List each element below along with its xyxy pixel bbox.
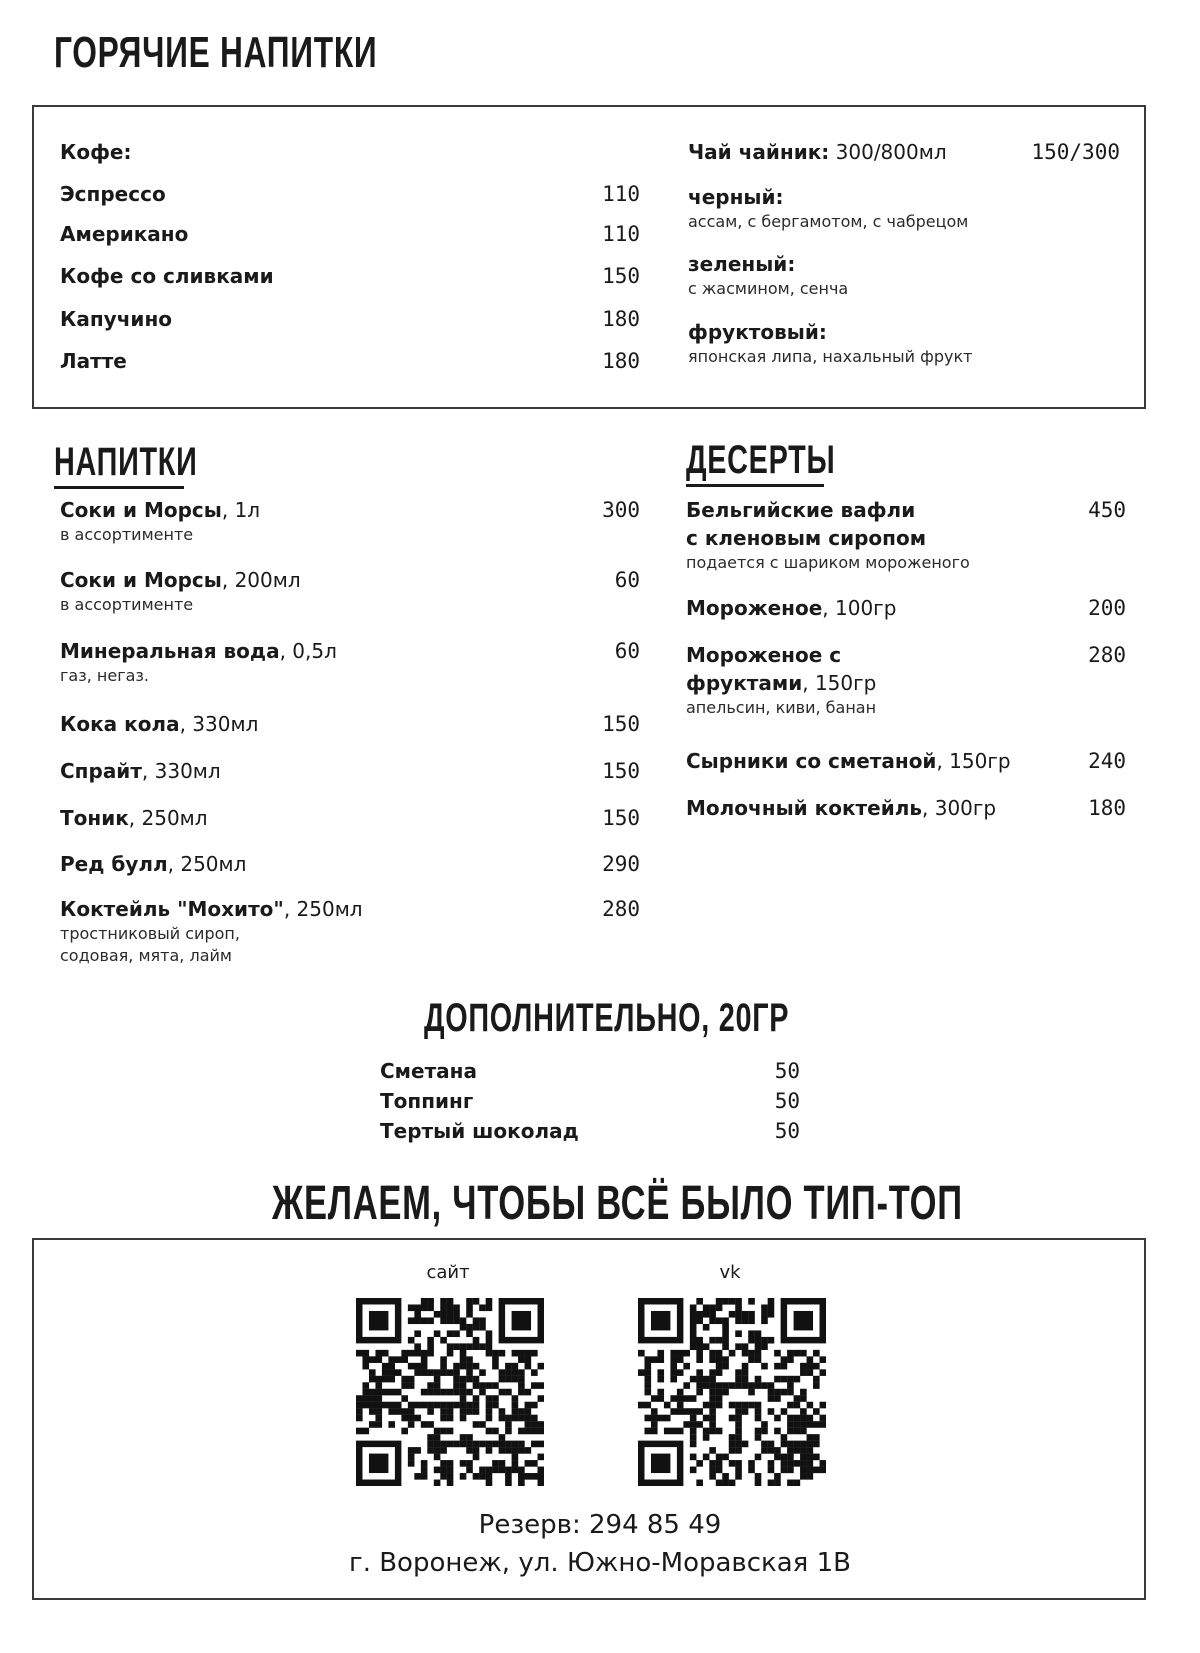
dessert-volume: , 100гр [822,596,897,620]
drink-volume: , 0,5л [279,639,337,663]
dessert-item-name [686,641,841,669]
drink-volume: , 250мл [167,852,247,876]
dessert-item [686,496,1126,574]
drinks-title: НАПИТКИ [54,440,198,484]
dessert-item-line [686,496,1126,524]
extra-item [380,1087,800,1115]
tea-header-row [688,138,1120,166]
drink-volume: , 250мл [283,897,363,921]
dessert-item-line [686,594,1126,622]
drink-volume: , 330мл [141,759,221,783]
address: г. Воронеж, ул. Южно-Моравская 1В [349,1548,851,1578]
dessert-item [686,641,1126,719]
drink-item-line [60,496,640,524]
drink-item [60,850,640,878]
qr-vk-label: vk [719,1262,741,1283]
coffee-item-name: Американо [60,222,189,246]
drink-item-line [60,895,640,923]
drink-item-name [60,496,260,524]
drink-item [60,757,640,785]
drink-name-text: Спрайт [60,759,142,783]
coffee-item-price: 180 [602,307,640,331]
drink-volume: , 200мл [221,568,301,592]
drink-name-text: Тоник [60,806,129,830]
contact-frame [32,1238,1146,1600]
dessert-volume: , 300гр [922,796,997,820]
qr-code-vk-icon[interactable] [638,1298,826,1486]
qr-site-label: сайт [426,1262,470,1283]
coffee-label: Кофе: [60,140,132,164]
coffee-item [60,305,640,333]
slogan: ЖЕЛАЕМ, ЧТОБЫ ВСЁ БЫЛО ТИП-ТОП [272,1177,963,1230]
dessert-item-price: 450 [1088,498,1126,522]
dessert-item-price: 200 [1088,596,1126,620]
drink-item-price: 60 [614,639,640,663]
drink-item [60,566,640,616]
drinks-title-underline [54,486,184,489]
dessert-item-desc: апельсин, киви, банан [686,698,877,717]
coffee-item-price: 150 [602,264,640,288]
drink-item-desc: газ, негаз. [60,666,149,685]
extra-item [380,1057,800,1085]
dessert-item-name [686,794,996,822]
dessert-volume: , 150гр [802,671,877,695]
desserts-title-underline [686,484,824,487]
drink-item [60,895,640,967]
drink-volume: , 1л [221,498,261,522]
extra-item-name: Сметана [380,1059,477,1083]
drink-item-price: 300 [602,498,640,522]
drink-item-name [60,566,301,594]
drink-item-desc: тростниковый сироп, [60,924,240,943]
drink-item-price: 60 [614,568,640,592]
dessert-name-text: Сырники со сметаной [686,749,937,773]
coffee-item-price: 180 [602,349,640,373]
tea-item-desc: с жасмином, сенча [688,279,849,298]
drink-name-text: Коктейль "Мохито" [60,897,284,921]
drink-item [60,496,640,546]
extra-item-price: 50 [774,1089,800,1113]
dessert-item-line [686,641,1126,669]
coffee-label-row [60,138,640,166]
drink-item-line [60,850,640,878]
tea-item-desc: ассам, с бергамотом, с чабрецом [688,212,969,231]
dessert-item-name [686,747,1011,775]
drink-item [60,637,640,687]
tea-item-desc: японская липа, нахальный фрукт [688,347,973,366]
dessert-item [686,594,1126,622]
tea-item [688,183,1118,233]
drink-item-price: 280 [602,897,640,921]
coffee-item [60,262,640,290]
dessert-name-text: Мороженое с [686,643,842,667]
tea-label: Чай чайник: [688,140,830,164]
tea-price: 150/300 [1031,140,1120,164]
drink-volume: , 330мл [179,712,259,736]
tea-item-name: зеленый: [688,252,796,276]
dessert-item-desc: подается с шариком мороженого [686,553,970,572]
drink-item-price: 150 [602,712,640,736]
extra-item-price: 50 [774,1059,800,1083]
dessert-name-text: Молочный коктейль [686,796,922,820]
dessert-item-price: 280 [1088,643,1126,667]
drink-volume: , 250мл [128,806,208,830]
hot-drinks-title: ГОРЯЧИЕ НАПИТКИ [54,28,378,77]
drink-item-line [60,804,640,832]
drink-item-desc: в ассортименте [60,525,194,544]
extras-title: ДОПОЛНИТЕЛЬНО, 20ГР [424,996,790,1040]
qr-code-site-icon[interactable] [356,1298,544,1486]
extra-item-price: 50 [774,1119,800,1143]
drink-name-text: Минеральная вода [60,639,280,663]
drink-item-line [60,637,640,665]
coffee-item-name: Латте [60,349,127,373]
coffee-item [60,220,640,248]
desserts-title: ДЕСЕРТЫ [686,438,836,482]
tea-item [688,318,1118,368]
dessert-item-price: 240 [1088,749,1126,773]
dessert-item [686,747,1126,775]
drink-item-desc: в ассортименте [60,595,194,614]
coffee-item-name: Капучино [60,307,173,331]
drink-item-name [60,637,337,665]
drink-item-line [60,710,640,738]
dessert-item-name [686,496,915,524]
drink-item-price: 150 [602,759,640,783]
dessert-item-line [686,747,1126,775]
dessert-name-text: Бельгийские вафли [686,498,916,522]
extra-item [380,1117,800,1145]
coffee-item-name: Кофе со сливками [60,264,274,288]
drink-name-text: Ред булл [60,852,168,876]
dessert-name-text2: с кленовым сиропом [686,526,927,550]
tea-item-name: фруктовый: [688,320,827,344]
tea-volume: 300/800мл [829,140,947,164]
drink-name-text: Соки и Морсы [60,568,222,592]
extra-item-name: Тертый шоколад [380,1119,579,1143]
drink-item-price: 150 [602,806,640,830]
dessert-item-name-line2 [686,524,1126,552]
drink-item-name [60,757,221,785]
reserve-phone: Резерв: 294 85 49 [478,1510,722,1540]
extra-item-name: Топпинг [380,1089,474,1113]
dessert-item-line [686,794,1126,822]
drink-item-line [60,757,640,785]
coffee-item-price: 110 [602,182,640,206]
coffee-item [60,347,640,375]
dessert-item-name [686,594,896,622]
drink-item-name [60,850,246,878]
drink-item-desc: содовая, мята, лайм [60,946,232,965]
drink-item-line [60,566,640,594]
coffee-item-name: Эспрессо [60,182,166,206]
dessert-volume: , 150гр [936,749,1011,773]
drink-item-name [60,710,258,738]
dessert-item-price: 180 [1088,796,1126,820]
coffee-item [60,180,640,208]
drink-name-text: Кока кола [60,712,180,736]
drink-item-name [60,804,208,832]
dessert-item-name-line2 [686,669,1126,697]
dessert-item [686,794,1126,822]
drink-item-name [60,895,363,923]
drink-item [60,804,640,832]
dessert-name-text: Мороженое [686,596,823,620]
dessert-name-text2: фруктами [686,671,803,695]
tea-item-name: черный: [688,185,784,209]
tea-item [688,250,1118,300]
drink-item [60,710,640,738]
coffee-item-price: 110 [602,222,640,246]
drink-name-text: Соки и Морсы [60,498,222,522]
drink-item-price: 290 [602,852,640,876]
